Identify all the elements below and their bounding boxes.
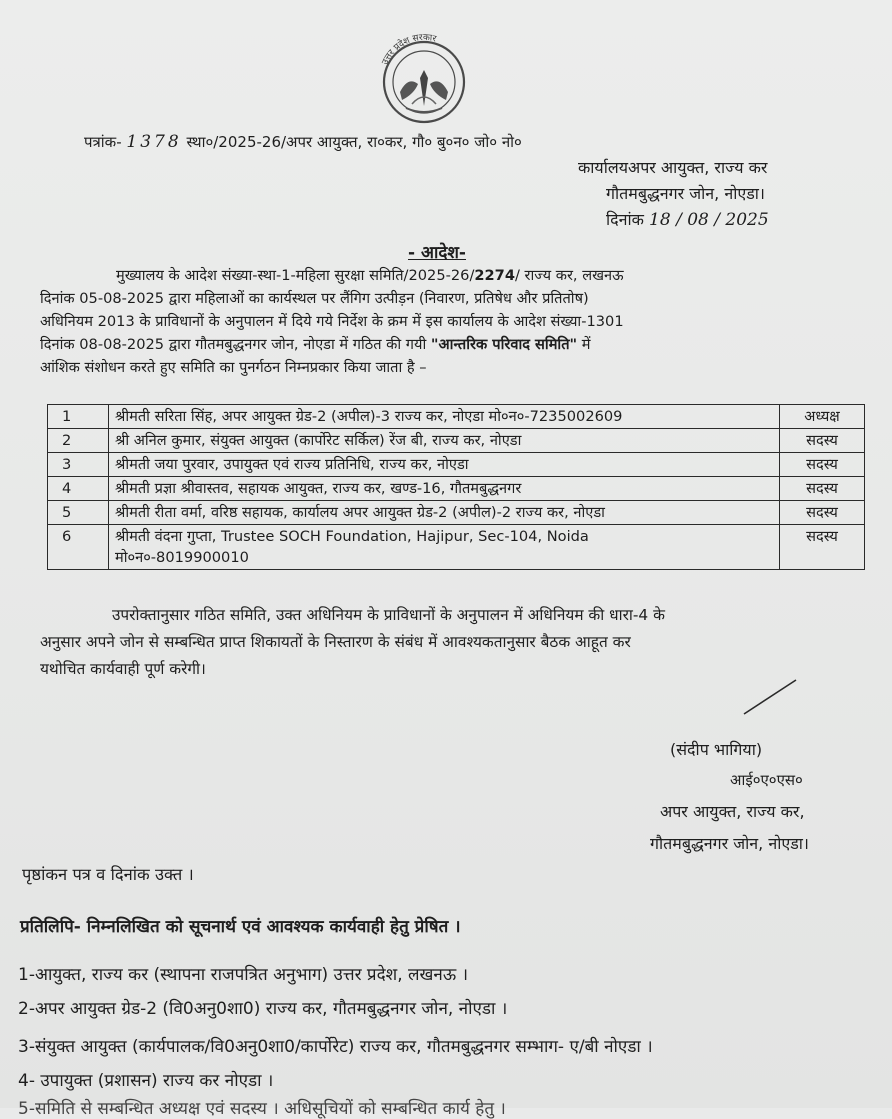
committee-serial: 2 [48,429,109,453]
committee-row [48,405,865,429]
committee-row [48,525,865,570]
signatory-designation-2: गौतमबुद्धनगर जोन, नोएडा। [650,834,809,853]
office-line-2: गौतमबुद्धनगर जोन, नोएडा। [606,184,765,203]
committee-role: अध्यक्ष [780,405,865,429]
committee-row [48,501,865,525]
date-value: 18 / 08 / 2025 [649,210,769,230]
member-details: श्रीमती प्रज्ञा श्रीवास्तव, सहायक आयुक्त, राज्य कर, खण्ड-16, गौतमबुद्धनगर [115,480,522,497]
ref-number: 1378 [126,132,182,152]
member-details: श्रीमती वंदना गुप्ता, Trustee SOCH Foundation, Hajipur, Sec-104, Noida [115,528,589,545]
committee-role: सदस्य [780,501,865,525]
hq-order-number: 2274 [474,267,515,284]
order-paragraph-1 [40,264,864,379]
handwritten-signature-icon [740,676,800,716]
committee-role: सदस्य [780,525,865,570]
svg-text:उत्तर प्रदेश सरकार [380,33,437,67]
copy-list-item: 4- उपायुक्त (प्रशासन) राज्य कर नोएडा । [18,1071,274,1091]
order-title: - आदेश- [408,243,466,263]
para2-line3: यथोचित कार्यवाही पूर्ण करेगी। [40,660,206,678]
committee-role: सदस्य [780,477,865,501]
member-contact: मो०न०-8019900010 [115,549,249,566]
committee-row [48,453,865,477]
copy-list-item: 1-आयुक्त, राज्य कर (स्थापना राजपत्रित अनुभाग) उत्तर प्रदेश, लखनऊ । [18,965,469,985]
committee-serial: 4 [48,477,109,501]
committee-row [48,477,865,501]
committee-serial: 6 [48,525,109,570]
member-details: श्रीमती रीता वर्मा, वरिष्ठ सहायक, कार्यालय अपर आयुक्त ग्रेड-2 (अपील)-2 राज्य कर, नोएडा [115,504,605,521]
copy-list-item: 2-अपर आयुक्त ग्रेड-2 (वि0अनु0शा0) राज्य कर, गौतमबुद्धनगर जोन, नोएडा । [18,999,508,1019]
signatory-designation-1: अपर आयुक्त, राज्य कर, [660,802,805,821]
member-details: श्री अनिल कुमार, संयुक्त आयुक्त (कार्पोरेट सर्किल) रेंज बी, राज्य कर, नोएडा [115,432,522,449]
emblem-text: उत्तर प्रदेश सरकार [380,32,438,67]
para1-line1a: मुख्यालय के आदेश संख्या-स्था-1-महिला सुरक्षा समिति/2025-26/ [116,267,475,284]
para1-line5: आंशिक संशोधन करते हुए समिति का पुनर्गठन निम्नप्रकार किया जाता है – [40,359,427,376]
copy-heading: प्रतिलिपि- निम्नलिखित को सूचनार्थ एवं आवश्यक कार्यवाही हेतु प्रेषित । [20,917,461,937]
para1-line2: दिनांक 05-08-2025 द्वारा महिलाओं का कार्यस्थल पर लैंगिग उत्पीड़न (निवारण, प्रतिषेध और प्रतितोष) [40,290,589,307]
para1-line3: अधिनियम 2013 के प्राविधानों के अनुपालन में दिये गये निर्देश के क्रम में इस कार्यालय के आदेश संख्या-1301 [40,313,624,330]
para1-line4a: दिनांक 08-08-2025 द्वारा गौतमबुद्धनगर जोन, नोएडा में गठित की गयी [40,336,431,353]
member-details: श्रीमती सरिता सिंह, अपर आयुक्त ग्रेड-2 (अपील)-3 राज्य कर, नोएडा मो०न०-7235002609 [115,408,623,425]
para2-line2: अनुसार अपने जोन से सम्बन्धित प्राप्त शिकायतों के निस्तारण के संबंध में आवश्यकतानुसार बैठक आहूत कर [40,633,631,651]
copy-list-item: 3-संयुक्त आयुक्त (कार्यपालक/वि0अनु0शा0/कार्पोरेट) राज्य कर, गौतमबुद्धनगर सम्भाग- ए/बी नोएडा । [18,1037,653,1057]
reference-line [84,132,522,152]
office-line-1: कार्यालयअपर आयुक्त, राज्य कर [578,158,768,177]
order-paragraph-2 [40,602,864,683]
committee-serial: 3 [48,453,109,477]
committee-serial: 5 [48,501,109,525]
signatory-name: (संदीप भागिया) [670,740,763,759]
committee-serial: 1 [48,405,109,429]
endorsement-line: पृष्ठांकन पत्र व दिनांक उक्त । [22,865,194,884]
committee-member [109,429,780,453]
committee-member [109,477,780,501]
ref-details: स्था०/2025-26/अपर आयुक्त, रा०कर, गौ० बु०न० जो० नो० [186,133,522,151]
date-label: दिनांक [606,210,644,229]
committee-member [109,501,780,525]
ref-label: पत्रांक- [84,133,122,151]
para2-line1: उपरोक्तानुसार गठित समिति, उक्त अधिनियम के प्राविधानों के अनुपालन में अधिनियम की धारा-4 के [112,606,665,624]
member-details: श्रीमती जया पुरवार, उपायुक्त एवं राज्य प्रतिनिधि, राज्य कर, नोएडा [115,456,469,473]
committee-member [109,525,780,570]
committee-role: सदस्य [780,429,865,453]
committee-member [109,405,780,429]
committee-role: सदस्य [780,453,865,477]
up-government-emblem-icon [358,30,490,126]
committee-row [48,429,865,453]
copy-list-item: 5-समिति से सम्बन्धित अध्यक्ष एवं सदस्य । अधिसूचियों को सम्बन्धित कार्य हेतु । [18,1099,506,1119]
signatory-service: आई०ए०एस० [730,771,803,789]
committee-name: "आन्तरिक परिवाद समिति" [430,336,578,353]
date-line [606,208,769,230]
committee-table [47,404,865,570]
para1-line4c: में [577,336,591,353]
para1-line1c: / राज्य कर, लखनऊ [515,267,624,284]
committee-member [109,453,780,477]
